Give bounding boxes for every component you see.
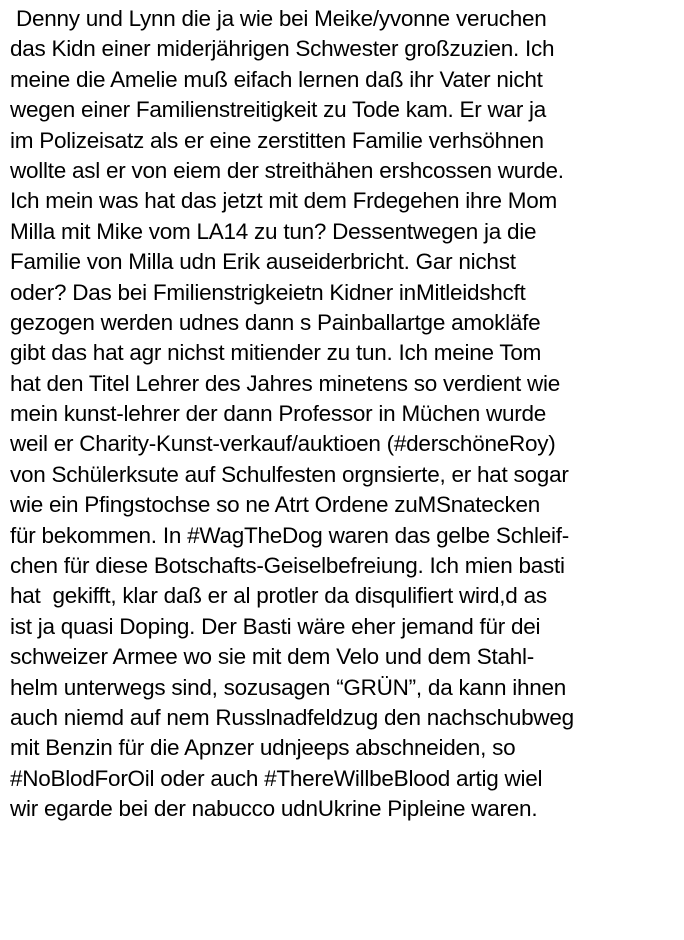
text-line: wie ein Pfingstochse so ne Atrt Ordene zuMSnatecken (10, 492, 541, 518)
text-line: hat gekifft, klar daß er al protler da disqulifiert wird,d as (10, 583, 547, 609)
text-line: Milla mit Mike vom LA14 zu tun? Dessentwegen ja die (10, 218, 537, 244)
text-line: mein kunst-lehrer der dann Professor in Müchen wurde (10, 401, 547, 427)
text-line: für bekommen. In #WagTheDog waren das gelbe Schleif- (10, 522, 569, 548)
text-line: hat den Titel Lehrer des Jahres minetens so verdient wie (10, 370, 561, 396)
text-line: im Polizeisatz als er eine zerstitten Familie verhsöhnen (10, 127, 544, 153)
body-text (10, 4, 678, 825)
text-line: das Kidn einer miderjährigen Schwester großzuzien. Ich (10, 36, 555, 62)
text-line: weil er Charity-Kunst-verkauf/auktioen (#derschöneRoy) (10, 431, 556, 457)
text-line: schweizer Armee wo sie mit dem Velo und dem Stahl- (10, 644, 534, 670)
text-line: auch niemd auf nem Russlnadfeldzug den nachschubweg (10, 704, 574, 730)
text-line: wir egarde bei der nabucco udnUkrine Pipleine waren. (10, 796, 538, 822)
text-line: Denny und Lynn die ja wie bei Meike/yvonne veruchen (10, 6, 547, 31)
text-line: meine die Amelie muß eifach lernen daß ihr Vater nicht (10, 66, 543, 92)
text-line: wollte asl er von eiem der streithähen ershcossen wurde. (10, 157, 564, 183)
text-line: Ich mein was hat das jetzt mit dem Frdegehen ihre Mom (10, 188, 557, 214)
text-line: gezogen werden udnes dann s Painballartge amokläfe (10, 309, 541, 335)
text-line: mit Benzin für die Apnzer udnjeeps abschneiden, so (10, 735, 516, 761)
text-line: gibt das hat agr nichst mitiender zu tun. Ich meine Tom (10, 340, 542, 366)
text-line: helm unterwegs sind, sozusagen “GRÜN”, da kann ihnen (10, 674, 567, 700)
text-line: ist ja quasi Doping. Der Basti wäre eher jemand für dei (10, 613, 541, 639)
text-line: von Schülerksute auf Schulfesten orgnsierte, er hat sogar (10, 461, 569, 487)
text-line: #NoBlodForOil oder auch #ThereWillbeBlood artig wiel (10, 765, 543, 791)
text-line: oder? Das bei Fmilienstrigkeietn Kidner inMitleidshcft (10, 279, 526, 305)
text-line: chen für diese Botschafts-Geiselbefreiung. Ich mien basti (10, 553, 565, 579)
text-line: Familie von Milla udn Erik auseiderbricht. Gar nichst (10, 249, 516, 275)
text-line: wegen einer Familienstreitigkeit zu Tode kam. Er war ja (10, 97, 547, 123)
